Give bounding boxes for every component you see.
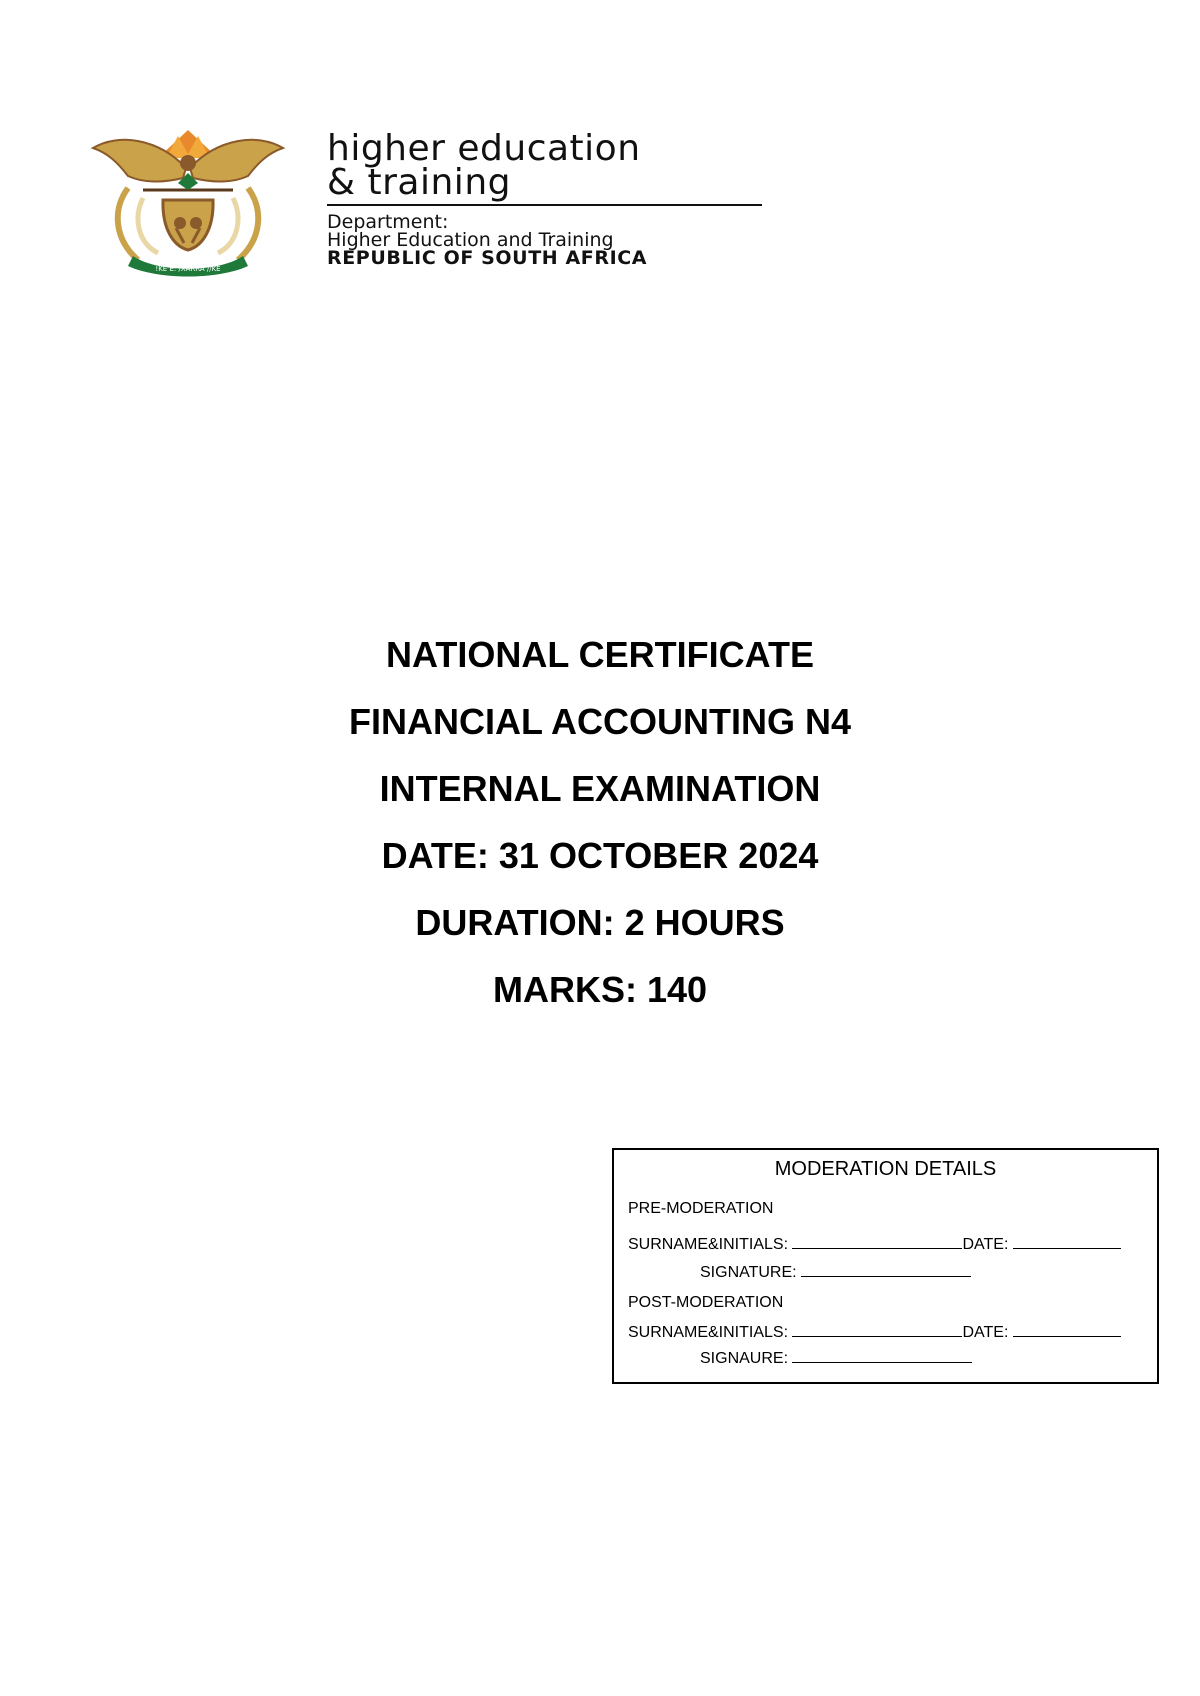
post-signature-label: SIGNAURE: [700,1350,789,1367]
pre-surname-label: SURNAME&INITIALS: [628,1236,789,1253]
pre-moderation-row [628,1234,1121,1254]
post-date-label: DATE: [962,1324,1009,1341]
moderation-title: MODERATION DETAILS [774,1158,997,1180]
post-moderation-row [628,1322,1121,1342]
department-label: Department: [327,211,449,233]
post-date-field[interactable] [1013,1322,1121,1337]
title-date: DATE: 31 OCTOBER 2024 [381,835,819,876]
coat-of-arms-logo [88,128,288,278]
post-moderation-label: POST-MODERATION [628,1294,784,1311]
department-header [327,128,767,269]
pre-signature-row [700,1262,971,1282]
exam-title-block [0,632,1200,1034]
post-surname-label: SURNAME&INITIALS: [628,1324,789,1341]
title-exam-type: INTERNAL EXAMINATION [379,768,821,809]
header-divider [327,204,762,206]
pre-moderation-label: PRE-MODERATION [628,1200,774,1217]
crest-motto-text: !KE E: /XARRA //KE [155,265,221,273]
header-line2: & training [327,162,511,203]
shield-icon [163,200,213,250]
title-certificate: NATIONAL CERTIFICATE [386,634,814,675]
header-line1: higher education [327,128,641,169]
post-signature-row [700,1348,972,1368]
country-name: REPUBLIC OF SOUTH AFRICA [327,247,648,269]
pre-date-label: DATE: [962,1236,1009,1253]
moderation-details-box [612,1148,1159,1384]
department-name: Higher Education and Training [327,229,614,251]
post-surname-field[interactable] [792,1322,962,1337]
title-marks: MARKS: 140 [492,969,708,1010]
title-duration: DURATION: 2 HOURS [415,902,785,943]
title-subject: FINANCIAL ACCOUNTING N4 [349,701,851,742]
pre-surname-field[interactable] [792,1234,962,1249]
pre-signature-field[interactable] [801,1262,971,1277]
post-signature-field[interactable] [792,1348,972,1363]
pre-signature-label: SIGNATURE: [700,1264,797,1281]
pre-date-field[interactable] [1013,1234,1121,1249]
